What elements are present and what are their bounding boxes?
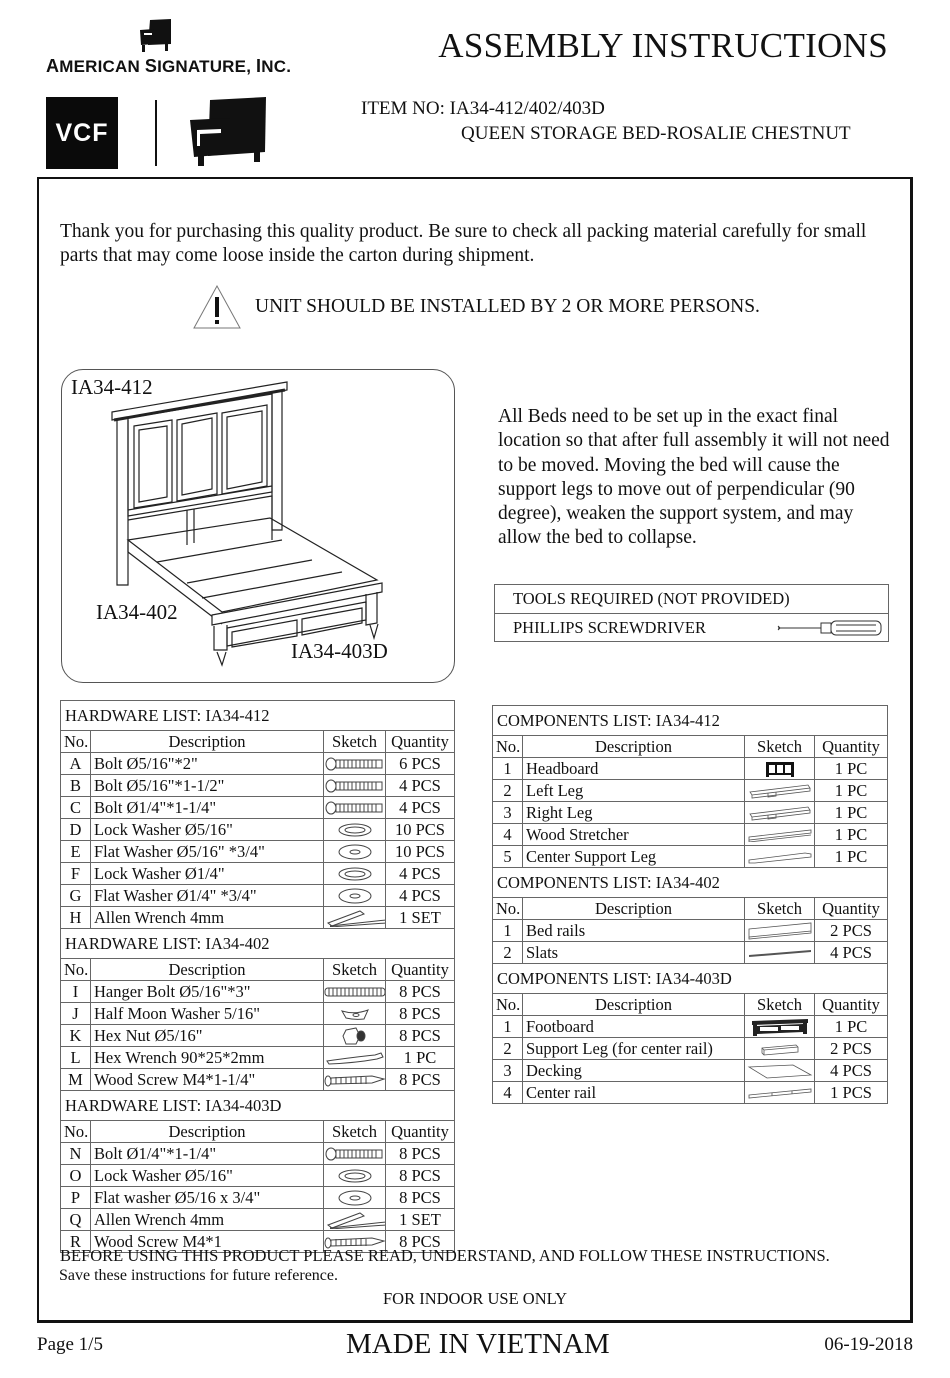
american-signature-logo: [46, 18, 292, 78]
page-number: Page 1/5: [37, 1334, 103, 1355]
item-description: Wood Screw M4*1: [91, 1231, 324, 1253]
read-instructions-warning: BEFORE USING THIS PRODUCT PLEASE READ, UNDERSTAND, AND FOLLOW THESE INSTRUCTIONS.: [60, 1246, 830, 1265]
small-leg-icon: [745, 1042, 814, 1056]
screwdriver-icon: [776, 619, 886, 637]
bolt-icon: [324, 801, 385, 815]
item-sketch: [324, 819, 386, 841]
item-description: Headboard: [523, 758, 745, 780]
component-row: [493, 758, 888, 780]
item-description: Hex Nut Ø5/16": [91, 1025, 324, 1047]
bed-illustration: [62, 370, 456, 684]
item-quantity: 1 PC: [815, 846, 888, 868]
item-quantity: 2 PCS: [815, 920, 888, 942]
footboard-icon: [745, 1018, 814, 1036]
item-sketch: [324, 1143, 386, 1165]
center-rail-icon: [745, 1087, 814, 1099]
item-description: Half Moon Washer 5/16": [91, 1003, 324, 1025]
column-header-sketch: Sketch: [324, 1121, 386, 1143]
column-header-no: No.: [61, 1121, 91, 1143]
item-quantity: 4 PCS: [815, 942, 888, 964]
hardware-row: [61, 863, 455, 885]
item-quantity: 1 PC: [815, 1016, 888, 1038]
hardware-row: [61, 819, 455, 841]
hex-wrench-icon: [324, 1051, 385, 1065]
item-quantity: 8 PCS: [386, 1069, 455, 1091]
item-description: Lock Washer Ø5/16": [91, 1165, 324, 1187]
item-no: M: [61, 1069, 91, 1091]
hardware-list-title: [61, 701, 455, 731]
column-header-quantity: Quantity: [815, 736, 888, 758]
component-row: [493, 1016, 888, 1038]
component-row: [493, 824, 888, 846]
item-description: Bolt Ø1/4"*1-1/4": [91, 1143, 324, 1165]
component-list-title-text: COMPONENTS LIST: IA34-403D: [493, 964, 888, 994]
wood-screw-icon: [324, 1073, 385, 1087]
item-sketch: [745, 1016, 815, 1038]
item-sketch: [745, 846, 815, 868]
item-description: Wood Screw M4*1-1/4": [91, 1069, 324, 1091]
item-sketch: [324, 797, 386, 819]
bolt-icon: [324, 779, 385, 793]
item-sketch: [324, 841, 386, 863]
item-sketch: [324, 1165, 386, 1187]
item-no: 5: [493, 846, 523, 868]
table-header-row: [61, 959, 455, 981]
column-header-no: No.: [61, 731, 91, 753]
document-date: 06-19-2018: [824, 1334, 913, 1355]
component-list-title: [493, 868, 888, 898]
column-header-sketch: Sketch: [324, 959, 386, 981]
hardware-row: [61, 1003, 455, 1025]
item-no: 4: [493, 1082, 523, 1104]
item-no: A: [61, 753, 91, 775]
lock-washer-icon: [324, 1168, 385, 1184]
tool-item: [495, 613, 888, 641]
item-quantity: 1 PC: [815, 780, 888, 802]
warning-triangle-icon: [193, 285, 241, 329]
item-no: 2: [493, 1038, 523, 1060]
hardware-list-title: [61, 929, 455, 959]
hardware-row: [61, 775, 455, 797]
column-header-quantity: Quantity: [815, 994, 888, 1016]
item-description: Bed rails: [523, 920, 745, 942]
save-instructions-note: Save these instructions for future reference.: [59, 1267, 338, 1284]
component-list-title: [493, 964, 888, 994]
half-moon-washer-icon: [324, 1007, 385, 1021]
component-row: [493, 1060, 888, 1082]
item-description: Wood Stretcher: [523, 824, 745, 846]
item-no: C: [61, 797, 91, 819]
item-description: Left Leg: [523, 780, 745, 802]
flat-washer-icon: [324, 888, 385, 904]
item-no: 2: [493, 942, 523, 964]
vcf-logo: VCF: [46, 97, 118, 169]
item-quantity: 8 PCS: [386, 1003, 455, 1025]
item-quantity: 8 PCS: [386, 1187, 455, 1209]
column-header-description: Description: [91, 1121, 324, 1143]
lock-washer-icon: [324, 822, 385, 838]
item-description: Center Support Leg: [523, 846, 745, 868]
item-description: Bolt Ø5/16"*2": [91, 753, 324, 775]
item-no: K: [61, 1025, 91, 1047]
column-header-quantity: Quantity: [815, 898, 888, 920]
item-sketch: [324, 1047, 386, 1069]
item-sketch: [324, 885, 386, 907]
column-header-no: No.: [493, 994, 523, 1016]
item-sketch: [745, 1060, 815, 1082]
hardware-row: [61, 1025, 455, 1047]
component-list-title: [493, 706, 888, 736]
item-no: 4: [493, 824, 523, 846]
install-warning: [193, 285, 760, 329]
item-quantity: 1 PC: [815, 824, 888, 846]
slat-icon: [745, 948, 814, 958]
hanger-bolt-icon: [324, 986, 385, 998]
tool-name: PHILLIPS SCREWDRIVER: [513, 617, 706, 637]
hardware-row: [61, 1165, 455, 1187]
hardware-row: [61, 885, 455, 907]
chair-logo-icon: [138, 18, 174, 54]
component-lists: [492, 705, 888, 1104]
table-header-row: [61, 731, 455, 753]
item-name: QUEEN STORAGE BED-ROSALIE CHESTNUT: [461, 123, 851, 144]
support-leg-icon: [745, 850, 814, 864]
item-no: E: [61, 841, 91, 863]
column-header-no: No.: [493, 898, 523, 920]
hardware-row: [61, 1209, 455, 1231]
item-no: H: [61, 907, 91, 929]
item-no: 1: [493, 920, 523, 942]
hardware-list-title-text: HARDWARE LIST: IA34-412: [61, 701, 455, 731]
item-quantity: 1 SET: [386, 1209, 455, 1231]
country-of-origin: MADE IN VIETNAM: [346, 1328, 610, 1360]
hardware-row: [61, 1069, 455, 1091]
indoor-use-note: FOR INDOOR USE ONLY: [383, 1289, 567, 1308]
item-sketch: [745, 780, 815, 802]
allen-wrench-icon: [324, 1211, 385, 1229]
item-no: 2: [493, 780, 523, 802]
column-header-description: Description: [523, 898, 745, 920]
item-description: Support Leg (for center rail): [523, 1038, 745, 1060]
item-sketch: [324, 981, 386, 1003]
hardware-row: [61, 797, 455, 819]
item-quantity: 4 PCS: [386, 863, 455, 885]
item-sketch: [324, 907, 386, 929]
item-description: Bolt Ø5/16"*1-1/2": [91, 775, 324, 797]
item-sketch: [745, 802, 815, 824]
component-row: [493, 942, 888, 964]
item-quantity: 2 PCS: [815, 1038, 888, 1060]
lock-washer-icon: [324, 866, 385, 882]
item-no: G: [61, 885, 91, 907]
hardware-row: [61, 841, 455, 863]
item-description: Right Leg: [523, 802, 745, 824]
item-sketch: [324, 1209, 386, 1231]
item-description: Bolt Ø1/4"*1-1/4": [91, 797, 324, 819]
column-header-quantity: Quantity: [386, 731, 455, 753]
item-quantity: 4 PCS: [815, 1060, 888, 1082]
brand-name: AMERICAN SIGNATURE, INC.: [46, 56, 292, 76]
column-header-no: No.: [493, 736, 523, 758]
item-sketch: [324, 1003, 386, 1025]
item-no: D: [61, 819, 91, 841]
logo-divider: [155, 100, 157, 166]
item-description: Flat Washer Ø5/16" *3/4": [91, 841, 324, 863]
tools-title: TOOLS REQUIRED (NOT PROVIDED): [513, 589, 790, 608]
component-row: [493, 780, 888, 802]
item-sketch: [324, 1187, 386, 1209]
intro-text: Thank you for purchasing this quality product. Be sure to check all packing material carefully for small parts that may come loose inside the carton during shipment.: [60, 221, 867, 266]
label-footboard: IA34-403D: [291, 639, 388, 663]
column-header-description: Description: [523, 736, 745, 758]
column-header-sketch: Sketch: [745, 994, 815, 1016]
label-rails: IA34-402: [96, 600, 178, 624]
hardware-row: [61, 981, 455, 1003]
table-header-row: [61, 1121, 455, 1143]
hardware-list-title-text: HARDWARE LIST: IA34-403D: [61, 1091, 455, 1121]
component-row: [493, 920, 888, 942]
item-quantity: 10 PCS: [386, 819, 455, 841]
column-header-quantity: Quantity: [386, 1121, 455, 1143]
item-no: R: [61, 1231, 91, 1253]
item-sketch: [745, 942, 815, 964]
item-no: F: [61, 863, 91, 885]
item-quantity: 1 PC: [386, 1047, 455, 1069]
item-no: P: [61, 1187, 91, 1209]
column-header-sketch: Sketch: [745, 736, 815, 758]
component-row: [493, 1038, 888, 1060]
hardware-row: [61, 1187, 455, 1209]
item-quantity: 4 PCS: [386, 775, 455, 797]
item-sketch: [745, 824, 815, 846]
item-quantity: 6 PCS: [386, 753, 455, 775]
leg-icon: [745, 804, 814, 822]
item-description: Hanger Bolt Ø5/16"*3": [91, 981, 324, 1003]
component-row: [493, 1082, 888, 1104]
headboard-icon: [745, 761, 814, 777]
item-sketch: [745, 920, 815, 942]
item-quantity: 10 PCS: [386, 841, 455, 863]
flat-washer-icon: [324, 844, 385, 860]
hardware-row: [61, 907, 455, 929]
flat-washer-icon: [324, 1190, 385, 1206]
item-no: I: [61, 981, 91, 1003]
item-description: Footboard: [523, 1016, 745, 1038]
bolt-icon: [324, 1147, 385, 1161]
component-list-title-text: COMPONENTS LIST: IA34-402: [493, 868, 888, 898]
item-description: Center rail: [523, 1082, 745, 1104]
component-row: [493, 802, 888, 824]
item-quantity: 1 SET: [386, 907, 455, 929]
leg-icon: [745, 782, 814, 800]
item-quantity: 1 PC: [815, 758, 888, 780]
item-sketch: [324, 863, 386, 885]
table-header-row: [493, 736, 888, 758]
item-description: Flat Washer Ø1/4" *3/4": [91, 885, 324, 907]
allen-wrench-icon: [324, 909, 385, 927]
item-description: Allen Wrench 4mm: [91, 1209, 324, 1231]
item-no: B: [61, 775, 91, 797]
item-no: J: [61, 1003, 91, 1025]
item-sketch: [745, 758, 815, 780]
bed-rail-icon: [745, 922, 814, 940]
item-quantity: 8 PCS: [386, 1165, 455, 1187]
item-description: Decking: [523, 1060, 745, 1082]
item-no: 1: [493, 758, 523, 780]
column-header-description: Description: [91, 731, 324, 753]
column-header-quantity: Quantity: [386, 959, 455, 981]
decking-icon: [745, 1063, 814, 1079]
label-headboard: IA34-412: [71, 375, 153, 399]
item-sketch: [745, 1082, 815, 1104]
item-quantity: 4 PCS: [386, 885, 455, 907]
column-header-description: Description: [91, 959, 324, 981]
item-no: 1: [493, 1016, 523, 1038]
table-header-row: [493, 994, 888, 1016]
item-description: Allen Wrench 4mm: [91, 907, 324, 929]
armchair-logo-icon: [188, 96, 270, 170]
item-sketch: [745, 1038, 815, 1060]
item-no: Q: [61, 1209, 91, 1231]
item-quantity: 4 PCS: [386, 797, 455, 819]
column-header-sketch: Sketch: [745, 898, 815, 920]
item-quantity: 8 PCS: [386, 1231, 455, 1253]
bed-illustration-box: [61, 369, 455, 683]
stretcher-icon: [745, 828, 814, 842]
item-sketch: [324, 1025, 386, 1047]
table-header-row: [493, 898, 888, 920]
tools-required-box: [494, 584, 889, 642]
item-number: ITEM NO: IA34-412/402/403D: [361, 98, 605, 119]
item-sketch: [324, 775, 386, 797]
column-header-no: No.: [61, 959, 91, 981]
item-description: Hex Wrench 90*25*2mm: [91, 1047, 324, 1069]
item-description: Lock Washer Ø1/4": [91, 863, 324, 885]
item-no: 3: [493, 1060, 523, 1082]
hardware-row: [61, 1047, 455, 1069]
item-quantity: 1 PCS: [815, 1082, 888, 1104]
item-quantity: 8 PCS: [386, 1143, 455, 1165]
hardware-list-title: [61, 1091, 455, 1121]
item-description: Lock Washer Ø5/16": [91, 819, 324, 841]
item-description: Slats: [523, 942, 745, 964]
hardware-row: [61, 1143, 455, 1165]
item-description: Flat washer Ø5/16 x 3/4": [91, 1187, 324, 1209]
warning-text: UNIT SHOULD BE INSTALLED BY 2 OR MORE PERSONS.: [255, 296, 760, 317]
item-no: O: [61, 1165, 91, 1187]
hex-nut-icon: [324, 1027, 385, 1045]
bolt-icon: [324, 757, 385, 771]
item-sketch: [324, 1069, 386, 1091]
component-list-title-text: COMPONENTS LIST: IA34-412: [493, 706, 888, 736]
hardware-list-title-text: HARDWARE LIST: IA34-402: [61, 929, 455, 959]
document-title: ASSEMBLY INSTRUCTIONS: [438, 26, 888, 65]
hardware-row: [61, 753, 455, 775]
item-sketch: [324, 753, 386, 775]
item-no: N: [61, 1143, 91, 1165]
column-header-sketch: Sketch: [324, 731, 386, 753]
column-header-description: Description: [523, 994, 745, 1016]
item-no: 3: [493, 802, 523, 824]
placement-note: All Beds need to be set up in the exact final location so that after full assembly it will not need to be moved. Moving the bed will cause the support legs to move out of perpendicular (90 degree), weaken the support system, and may allow the bed to collapse.: [498, 406, 890, 549]
item-quantity: 8 PCS: [386, 981, 455, 1003]
item-no: L: [61, 1047, 91, 1069]
hardware-lists: [60, 700, 455, 1253]
item-quantity: 1 PC: [815, 802, 888, 824]
item-quantity: 8 PCS: [386, 1025, 455, 1047]
component-row: [493, 846, 888, 868]
